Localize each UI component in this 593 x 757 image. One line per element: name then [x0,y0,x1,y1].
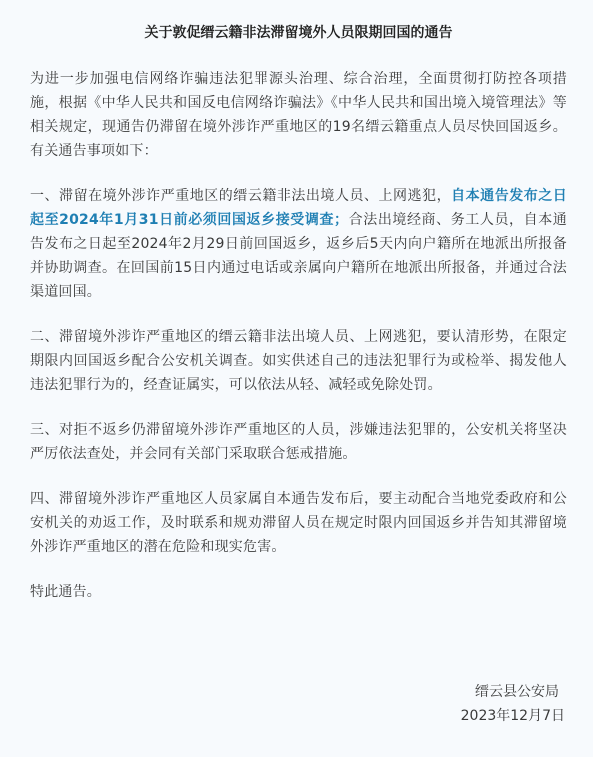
notice-title: 关于敦促缙云籍非法滞留境外人员限期回国的通告 [144,25,453,41]
item-3-paragraph: 三、对拒不返乡仍滞留境外涉诈严重地区的人员，涉嫌违法犯罪的，公安机关将坚决严厉依法查处，并会同有关部门采取联合惩戒措施。 [30,422,567,462]
item-1-text-before: 一、滞留在境外涉诈严重地区的缙云籍非法出境人员、上网逃犯， [30,188,452,204]
signature-date: 2023年12月7日 [460,708,565,724]
item-4-paragraph: 四、滞留境外涉诈严重地区人员家属自本通告发布后，要主动配合当地党委政府和公安机关的劝返工作，及时联系和规劝滞留人员在规定时限内回国返乡并告知其滞留境外涉诈严重地区的潜在危险和现实危害。 [30,491,567,555]
item-1-paragraph [30,184,567,304]
item-1-text-after: 合法出境经商、务工人员，自本通告发布之日起至2024年2月29日前回国返乡，返乡后5天内向户籍所在地派出所报备并协助调查。在回国前15日内通过电话或亲属向户籍所在地派出所报备，并通过合法渠道回国。 [30,212,568,300]
item-2-paragraph: 二、滞留境外涉诈严重地区的缙云籍非法出境人员、上网逃犯，要认清形势，在限定期限内回国返乡配合公安机关调查。如实供述自己的违法犯罪行为或检举、揭发他人违法犯罪行为的，经查证属实，可以依法从轻、减轻或免除处罚。 [30,329,567,393]
signature-block [461,680,565,728]
intro-paragraph: 为进一步加强电信网络诈骗违法犯罪源头治理、综合治理，全面贯彻打防控各项措施，根据《中华人民共和国反电信网络诈骗法》《中华人民共和国出境入境管理法》等相关规定，现通告仍滞留在境外涉诈严重地区的19名缙云籍重点人员尽快回国返乡。有关通告事项如下： [30,71,567,159]
closing-text: 特此通告。 [30,584,101,600]
item-1-highlight: 自本通告发布之日起至2024年1月31日前必须回国返乡接受调查； [30,188,567,228]
signature-org: 缙云县公安局 [475,684,559,700]
